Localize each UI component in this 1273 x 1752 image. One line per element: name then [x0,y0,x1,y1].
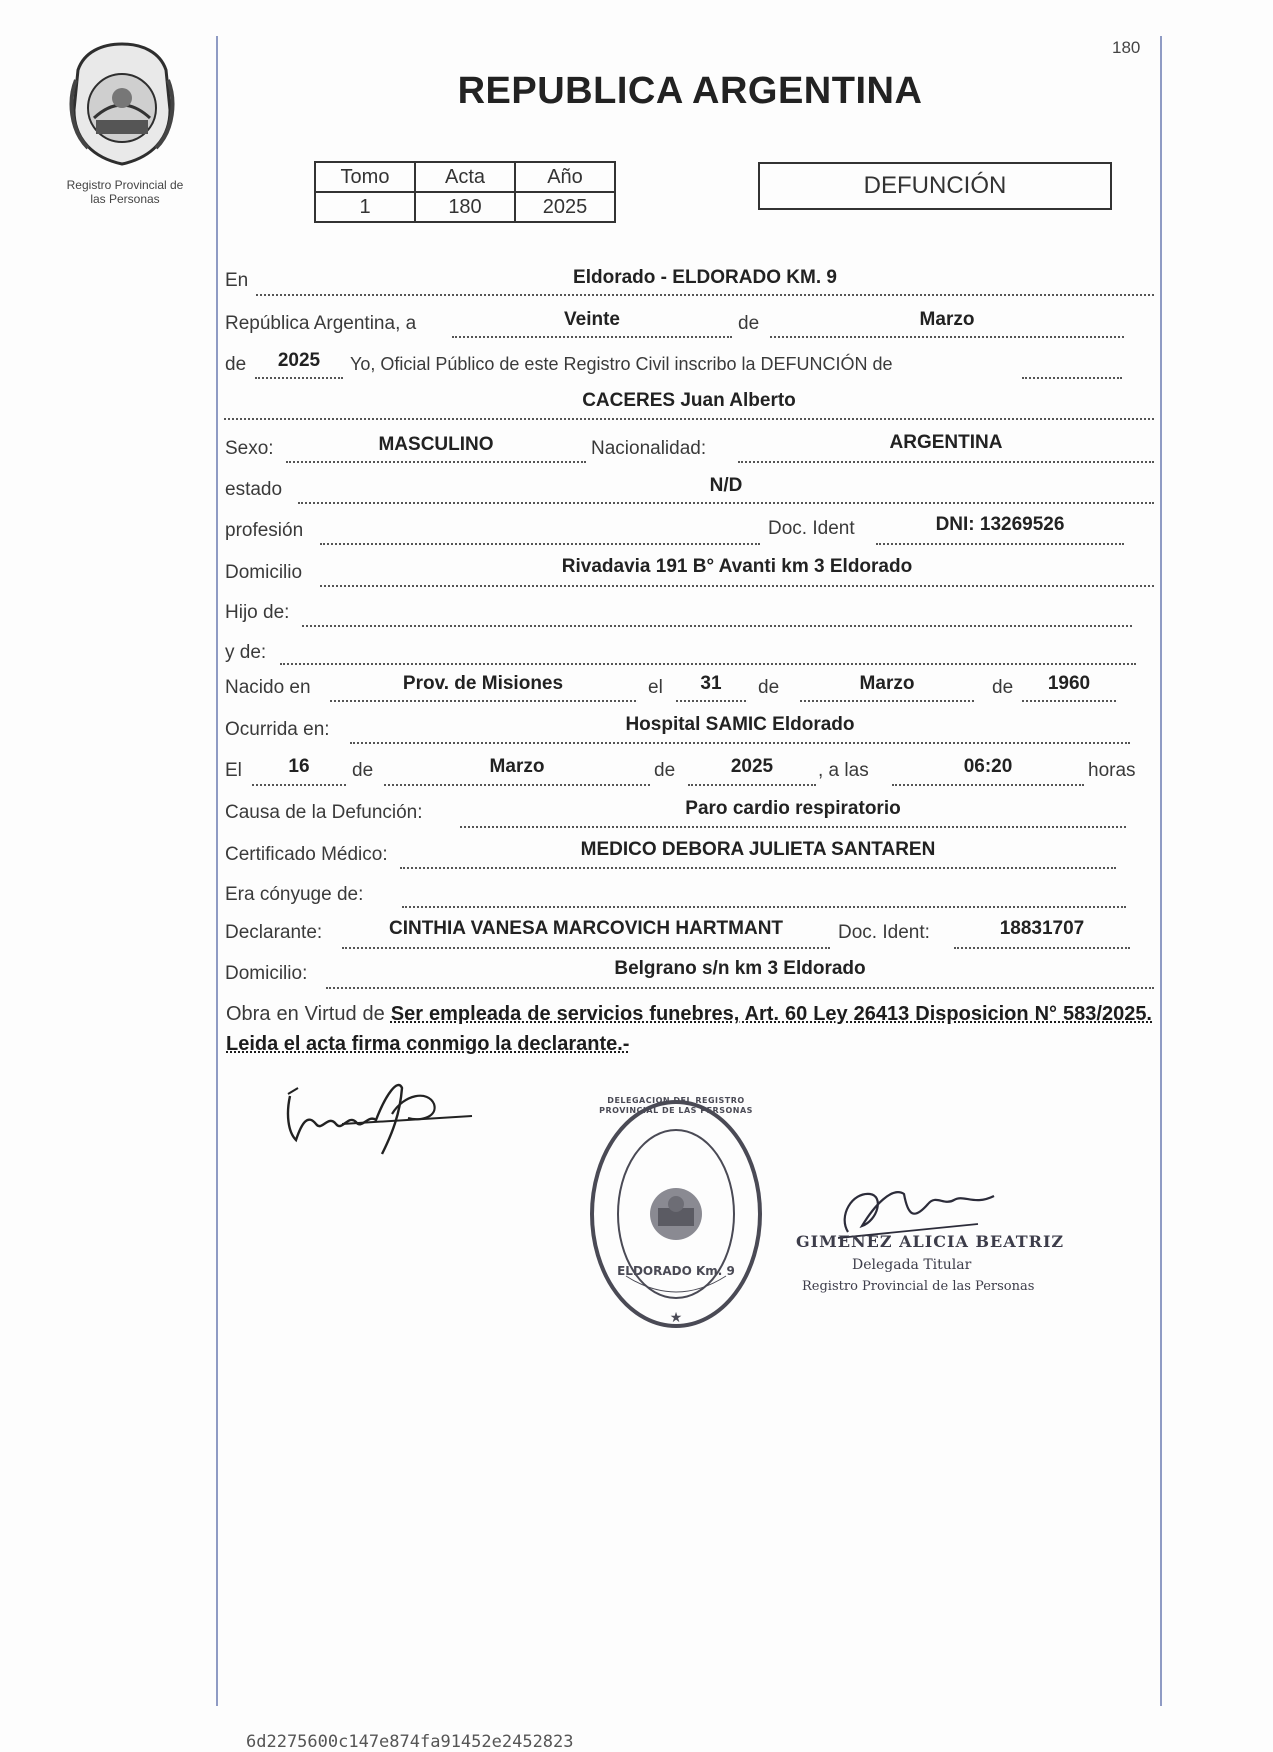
field-ocurrida-en: Hospital SAMIC Eldorado [625,714,855,735]
dotline-hora [892,784,1084,786]
field-estado: N/D [709,475,743,496]
dotline-profesion [320,543,760,545]
label-de-5: de [352,760,374,781]
field-defuncion-anio: 2025 [730,756,774,777]
dotline-nac-mes [800,700,974,702]
dotline-y-de [280,663,1136,665]
field-lugar: Eldorado - ELDORADO KM. 9 [573,267,837,288]
dotline-sexo [286,461,586,463]
dotline-declarante [342,947,830,949]
label-causa: Causa de la Defunción: [225,802,423,823]
field-sexo: MASCULINO [378,434,494,455]
right-margin-rule [1160,36,1162,1706]
field-defuncion-dia: 16 [288,756,310,777]
dotline-documento [876,543,1124,545]
dotline-nacido-en [330,700,636,702]
registry-caption-line2: las Personas [90,192,160,206]
dotline-conyuge [402,906,1126,908]
field-certificado: MEDICO DEBORA JULIETA SANTAREN [580,839,936,860]
dotline-declarante-doc [954,947,1130,949]
registry-stamp [586,1096,766,1332]
dotline-de-tail [1022,377,1122,379]
label-de-6: de [654,760,676,781]
label-el-cap: El [225,760,242,781]
record-table [314,161,616,223]
dotline-nacionalidad [738,461,1154,463]
label-profesion: profesión [225,520,304,541]
record-value-anio: 2025 [515,192,615,222]
dotline-nombre [224,418,1154,420]
page-title: REPUBLICA ARGENTINA [457,70,923,112]
stamp-outer-text: DELEGACION DEL REGISTRO PROVINCIAL DE LAS PERSONAS [599,1096,753,1115]
svg-text:★: ★ [669,1310,683,1326]
field-obra-en-virtud: Ser empleada de servicios funebres, Art. 60 Ley 26413 Disposicion N° 583/2025. Leida el acta firma conmigo la declarante.- [226,1003,1152,1055]
field-nacimiento-anio: 1960 [1047,673,1091,694]
record-header-tomo: Tomo [315,162,415,192]
field-hora: 06:20 [963,756,1013,777]
label-de-3: de [758,677,780,698]
dotline-certificado [400,867,1116,869]
field-nacido-en: Prov. de Misiones [402,673,564,694]
record-header-anio: Año [515,162,615,192]
field-declarante-domicilio: Belgrano s/n km 3 Eldorado [614,958,866,979]
field-causa: Paro cardio respiratorio [685,798,901,819]
dotline-def-mes [384,784,650,786]
field-declarante: CINTHIA VANESA MARCOVICH HARTMANT [388,918,784,939]
field-anio-inscripcion: 2025 [277,350,321,371]
dotline-ocurrida-en [350,742,1130,744]
field-documento: DNI: 13269526 [935,514,1065,535]
provincial-seal [62,40,182,168]
field-defuncion-mes: Marzo [489,756,545,777]
label-yo: Yo, Oficial Público de este Registro Civil inscribo la DEFUNCIÓN de [350,354,893,374]
field-declarante-doc: 18831707 [999,918,1085,939]
obra-en-virtud [226,999,1152,1059]
label-sexo: Sexo: [225,438,274,459]
dotline-nac-dia [676,700,746,702]
label-y-de: y de: [225,642,267,663]
document-hash: 6d2275600c147e874fa91452e2452823 [246,1732,574,1752]
label-declarante: Declarante: [225,922,323,943]
record-value-acta: 180 [415,192,515,222]
dotline-lugar [256,294,1154,296]
registry-caption [40,178,210,206]
field-domicilio: Rivadavia 191 B° Avanti km 3 Eldorado [561,556,913,577]
record-type-box: DEFUNCIÓN [758,162,1112,210]
label-domicilio: Domicilio [225,562,303,583]
dotline-hijo-de [302,625,1132,627]
label-a-las: , a las [818,760,869,781]
label-hijo-de: Hijo de: [225,602,290,623]
stamp-inner-text: ELDORADO Km. 9 [617,1264,735,1278]
dotline-anio [255,377,343,379]
field-mes-inscripcion: Marzo [919,309,975,330]
label-conyuge: Era cónyuge de: [225,884,364,905]
officer-office: Registro Provincial de las Personas [802,1279,1035,1294]
dotline-dia [452,336,732,338]
label-doc-ident: Doc. Ident [768,518,855,539]
dotline-domicilio [320,585,1154,587]
label-republica: República Argentina, a [225,313,417,334]
label-en: En [225,270,249,291]
left-margin-rule [216,36,218,1706]
dotline-def-dia [252,784,346,786]
label-nacionalidad: Nacionalidad: [591,438,707,459]
field-nacimiento-dia: 31 [700,673,722,694]
dotline-mes [770,336,1124,338]
field-dia-letras: Veinte [564,309,620,330]
label-de-1: de [738,313,760,334]
dotline-def-anio [688,784,816,786]
registry-caption-line1: Registro Provincial de [66,178,184,192]
label-estado: estado [225,479,283,500]
label-certificado: Certificado Médico: [225,844,388,865]
label-nacido-en: Nacido en [225,677,311,698]
dotline-nac-anio [1022,700,1116,702]
label-doc-ident-2: Doc. Ident: [838,922,930,943]
officer-name: GIMENEZ ALICIA BEATRIZ [796,1232,1065,1251]
label-de-2: de [225,354,247,375]
record-value-tomo: 1 [315,192,415,222]
label-obra: Obra en Virtud de [226,1003,385,1025]
dotline-causa [460,826,1126,828]
record-header-acta: Acta [415,162,515,192]
dotline-estado [298,502,1154,504]
field-nacionalidad: ARGENTINA [889,432,1003,453]
label-de-4: de [992,677,1014,698]
label-horas: horas [1088,760,1136,781]
label-domicilio-2: Domicilio: [225,963,308,984]
field-nacimiento-mes: Marzo [859,673,915,694]
page-number: 180 [1112,38,1141,57]
label-el: el [648,677,663,698]
officer-role: Delegada Titular [852,1257,972,1273]
label-ocurrida-en: Ocurrida en: [225,719,330,740]
declarant-signature [282,1074,482,1164]
field-nombre: CACERES Juan Alberto [582,390,796,411]
dotline-declarante-domicilio [326,987,1154,989]
